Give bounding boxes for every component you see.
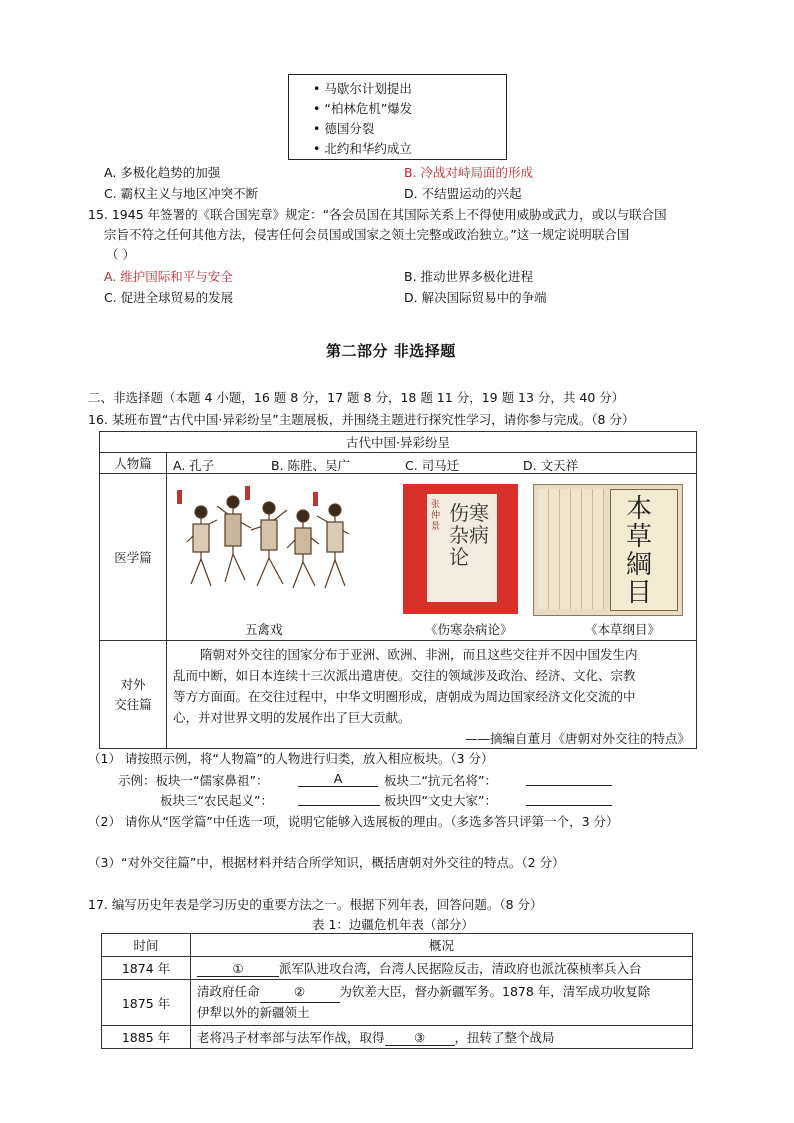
person-option: D. 文天祥 bbox=[523, 458, 579, 473]
q15-option-d: D. 解决国际贸易中的争端 bbox=[404, 290, 547, 305]
event-bullet: • 马歇尔计划提出 bbox=[313, 81, 412, 96]
block2-answer-blank[interactable] bbox=[526, 771, 612, 786]
q15-option-a: A. 维护国际和平与安全 bbox=[104, 269, 233, 284]
q15-stem-line1: 15. 1945 年签署的《联合国宪章》规定：“各会员国在其国际关系上不得使用威胁或武力，或以与联合国 bbox=[88, 207, 667, 222]
q16-sub1: （1） 请按照示例，将“人物篇”的人物进行归类，放入相应板块。（3 分） bbox=[88, 751, 494, 766]
event-bullet: • 德国分裂 bbox=[313, 121, 375, 136]
row-label-foreign bbox=[100, 641, 167, 749]
part-two-title: 第二部分 非选择题 bbox=[326, 342, 456, 360]
q14-option-c: C. 霸权主义与地区冲突不断 bbox=[104, 186, 259, 201]
example-label: 示例：板块一“儒家鼻祖”： bbox=[118, 773, 269, 788]
overview-text: 派军队进攻台湾，台湾人民据险反击，清政府也派沈葆桢率兵入台 bbox=[279, 961, 642, 976]
row-label-people: 人物篇 bbox=[100, 453, 167, 474]
event-list-box bbox=[288, 74, 507, 160]
row-label-foreign-1: 对外 bbox=[120, 676, 146, 692]
year-cell: 1875 年 bbox=[102, 980, 191, 1026]
block4-label: 板块四“文史大家”： bbox=[384, 793, 497, 808]
table-caption: 表 1：边疆危机年表（部分） bbox=[312, 917, 474, 932]
year-cell: 1874 年 bbox=[102, 957, 191, 980]
block2-label: 板块二“抗元名将”： bbox=[384, 773, 497, 788]
header-overview: 概况 bbox=[191, 934, 693, 957]
book-author-label: 张仲景 bbox=[431, 500, 441, 532]
overview-text: ，扭转了整个战局 bbox=[454, 1030, 555, 1045]
q14-option-b: B. 冷战对峙局面的形成 bbox=[404, 165, 534, 180]
passage-cell bbox=[167, 641, 697, 749]
passage-source: ——摘编自董月《唐朝对外交往的特点》 bbox=[465, 731, 691, 746]
overview-text-pre: 清政府任命 bbox=[197, 984, 260, 999]
passage-line: 乱而中断，如日本连续十三次派出遣唐使。交往的领域涉及政治、经济、文化、宗教 bbox=[173, 668, 636, 683]
q14-option-d: D. 不结盟运动的兴起 bbox=[404, 186, 522, 201]
block4-answer-blank[interactable] bbox=[526, 791, 612, 806]
person-option: A. 孔子 bbox=[173, 458, 215, 473]
overview-text-pre: 老将冯子材率部与法军作战，取得 bbox=[197, 1030, 385, 1045]
book-title-bencao: 本草綱目 bbox=[626, 494, 653, 608]
people-cell bbox=[167, 453, 697, 474]
q16-stem: 16. 某班布置“古代中国·异彩纷呈”主题展板，并围绕主题进行探究性学习，请你参与完成。（8 分） bbox=[88, 412, 635, 427]
shanghan-book-cover bbox=[403, 484, 518, 614]
q17-stem: 17. 编写历史年表是学习历史的重要方法之一。根据下列年表，回答问题。（8 分） bbox=[88, 897, 543, 912]
medicine-cell bbox=[167, 474, 697, 641]
overview-cell bbox=[191, 957, 693, 980]
q16-sub3: （3）“对外交往篇”中，根据材料并结合所学知识，概括唐朝对外交往的特点。（2 分） bbox=[88, 855, 565, 870]
overview-text-cont: 伊犁以外的新疆领土 bbox=[197, 1005, 310, 1020]
bencao-book-image bbox=[533, 484, 683, 616]
section-heading: 二、非选择题（本题 4 小题，16 题 8 分，17 题 8 分，18 题 11 分，19 题 13 分，共 40 分） bbox=[88, 390, 625, 405]
person-option: B. 陈胜、吴广 bbox=[271, 458, 351, 473]
q15-answer-bracket: （ ） bbox=[106, 247, 135, 262]
passage-line: 隋朝对外交往的国家分布于亚洲、欧洲、非洲，而且这些交往并不因中国发生内 bbox=[200, 647, 638, 662]
five-animal-exercise-image bbox=[175, 484, 355, 612]
passage-line: 等方方面面。在交往过程中，中华文明圈形成，唐朝成为周边国家经济文化交流的中 bbox=[173, 689, 636, 704]
q16-sub2: （2） 请你从“医学篇”中任选一项，说明它能够入选展板的理由。（多选多答只评第一个，3 分） bbox=[88, 814, 619, 829]
frontier-crisis-table bbox=[101, 933, 693, 1049]
row-label-medicine: 医学篇 bbox=[100, 474, 167, 641]
caption-five-animal: 五禽戏 bbox=[245, 622, 283, 637]
person-option: C. 司马迁 bbox=[405, 458, 460, 473]
q15-option-c: C. 促进全球贸易的发展 bbox=[104, 290, 234, 305]
block3-answer-blank[interactable] bbox=[298, 791, 380, 806]
caption-shanghan: 《伤寒杂病论》 bbox=[425, 622, 513, 637]
example-answer-blank: A bbox=[298, 771, 378, 787]
passage-line: 心，并对世界文明的发展作出了巨大贡献。 bbox=[173, 710, 411, 725]
overview-cell bbox=[191, 980, 693, 1026]
overview-cell bbox=[191, 1026, 693, 1049]
exhibit-title: 古代中国·异彩纷呈 bbox=[100, 432, 697, 453]
row-label-foreign-2: 交往篇 bbox=[114, 696, 152, 712]
blank-1[interactable]: ① bbox=[197, 961, 279, 977]
blank-2[interactable]: ② bbox=[260, 982, 340, 1003]
header-time: 时间 bbox=[102, 934, 191, 957]
blank-3[interactable]: ③ bbox=[385, 1030, 455, 1046]
book-title-shanghan: 伤寒杂病论 bbox=[449, 501, 489, 569]
event-bullet: • 北约和华约成立 bbox=[313, 141, 412, 156]
caption-bencao: 《本草纲目》 bbox=[585, 622, 661, 637]
q15-stem-line2: 宗旨不符之任何其他方法，侵害任何会员国或国家之领土完整或政治独立。”这一规定说明联合国 bbox=[104, 227, 630, 242]
year-cell: 1885 年 bbox=[102, 1026, 191, 1049]
event-bullet: • “柏林危机”爆发 bbox=[313, 101, 413, 116]
q15-option-b: B. 推动世界多极化进程 bbox=[404, 269, 534, 284]
exhibit-board-table bbox=[99, 431, 697, 749]
overview-text: 为钦差大臣，督办新疆军务。1878 年，清军成功收复除 bbox=[339, 984, 651, 999]
block3-label: 板块三“农民起义”： bbox=[160, 793, 273, 808]
q14-option-a: A. 多极化趋势的加强 bbox=[104, 165, 221, 180]
